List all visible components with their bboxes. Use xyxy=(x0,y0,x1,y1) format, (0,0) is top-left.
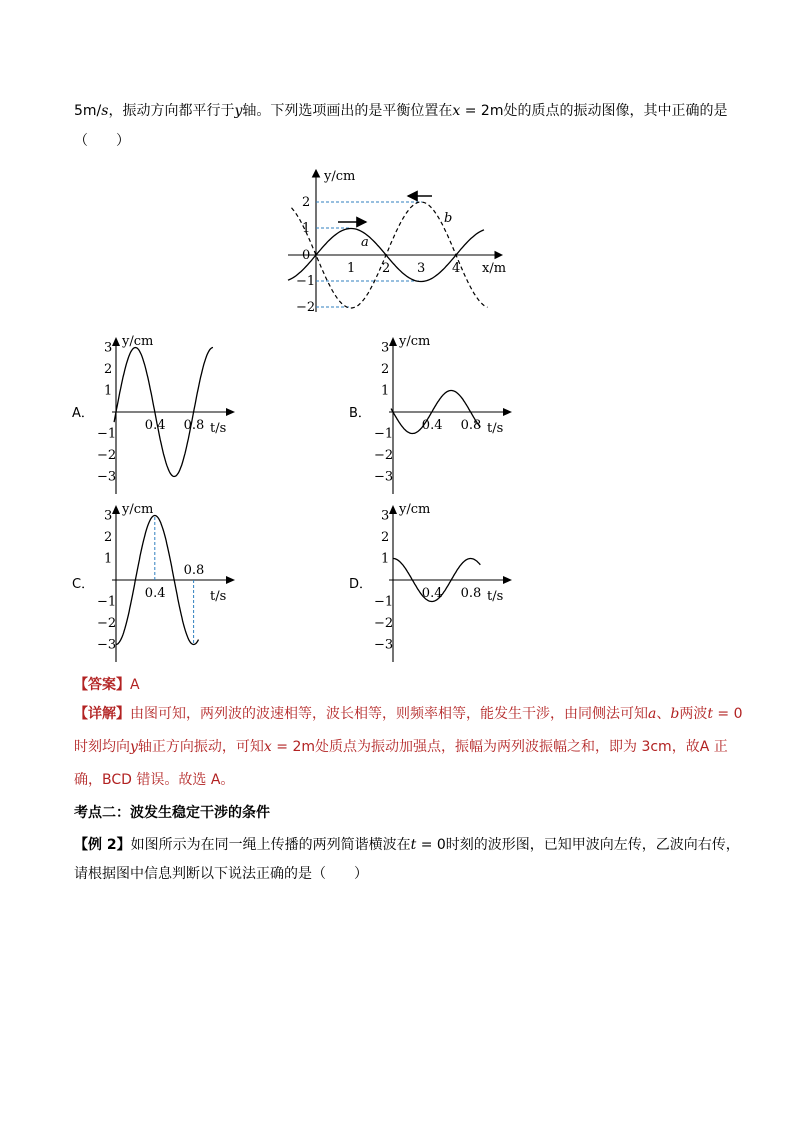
x-tick: 2 xyxy=(382,261,391,276)
y-tick: 2 xyxy=(381,362,390,377)
option-c-graph xyxy=(97,500,250,665)
y-tick: 3 xyxy=(381,508,390,524)
option-c xyxy=(70,500,230,665)
t-tick: 0.4 xyxy=(421,586,443,601)
option-b-graph xyxy=(374,332,527,497)
y-tick: −2 xyxy=(97,616,117,631)
y-tick: 2 xyxy=(104,362,113,377)
y-axis-arrow-icon xyxy=(112,337,120,346)
t-axis-label: t/s xyxy=(487,589,504,604)
wave-a-label: a xyxy=(361,235,369,250)
option-a-graph xyxy=(97,332,250,497)
t-axis-arrow-icon xyxy=(503,408,512,416)
t-axis-arrow-icon xyxy=(503,576,512,584)
y-tick: 1 xyxy=(104,383,113,399)
example2-line-1: 【例 2】如图所示为在同一绳上传播的两列简谐横波在t = 0时刻的波形图，已知甲波向左传，乙波向右传， xyxy=(74,837,740,853)
x-tick: 4 xyxy=(452,261,461,276)
y-axis-arrow-icon xyxy=(389,505,397,514)
detail-line-1: 【详解】由图可知，两列波的波速相等，波长相等，则频率相等，能发生干涉，由同侧法可知a、b两波t = 0 xyxy=(74,706,743,722)
option-b xyxy=(347,332,507,497)
option-a xyxy=(70,332,230,497)
t-tick: 0.8 xyxy=(460,586,482,601)
y-tick: −2 xyxy=(374,616,394,631)
y-axis-label: y/cm xyxy=(399,334,431,349)
y-tick: 3 xyxy=(104,340,113,356)
y-axis-label: y/cm xyxy=(122,334,154,349)
option-letter: A． xyxy=(72,406,94,421)
t-axis-label: t/s xyxy=(487,421,504,436)
y-tick: 1 xyxy=(381,383,390,399)
t-tick: 0.4 xyxy=(144,586,166,601)
t-axis-arrow-icon xyxy=(226,408,235,416)
y-tick: 3 xyxy=(104,508,113,524)
t-tick: 0.8 xyxy=(183,418,205,433)
y-tick: −2 xyxy=(374,448,394,463)
section-title: 考点二：波发生稳定干涉的条件 xyxy=(74,805,270,821)
y-axis-label: y/cm xyxy=(399,502,431,517)
option-letter: D． xyxy=(349,577,373,592)
x-tick: 1 xyxy=(347,261,356,276)
t-tick: 0.4 xyxy=(144,418,166,433)
y-tick: −1 xyxy=(97,426,117,442)
question-line-1: 5m/s，振动方向都平行于y轴。下列选项画出的是平衡位置在x = 2m处的质点的振动图像，其中正确的是 xyxy=(74,103,728,119)
y-tick: −1 xyxy=(374,594,394,610)
option-letter: B． xyxy=(349,406,371,421)
y-axis-arrow-icon xyxy=(389,337,397,346)
t-axis-label: t/s xyxy=(210,421,227,436)
y-tick: −3 xyxy=(97,469,117,485)
t-tick: 0.4 xyxy=(421,418,443,433)
y-tick: 1 xyxy=(381,551,390,567)
wave-b-label: b xyxy=(444,211,453,226)
t-axis-label: t/s xyxy=(210,589,227,604)
y-tick: 1 xyxy=(302,221,311,236)
y-tick: −1 xyxy=(296,274,316,289)
y-tick: 0 xyxy=(302,248,311,263)
y-tick: −3 xyxy=(374,637,394,653)
option-letter: C． xyxy=(72,577,95,592)
y-axis-label: y/cm xyxy=(324,169,356,184)
answer-line: 【答案】A xyxy=(74,677,140,693)
question-line-2: （ ） xyxy=(74,133,130,149)
t-tick: 0.8 xyxy=(183,563,205,578)
y-axis-label: y/cm xyxy=(122,502,154,517)
detail-line-2: 时刻均向y轴正方向振动，可知x = 2m处质点为振动加强点，振幅为两列波振幅之和，即为 3cm，故A 正 xyxy=(74,739,728,755)
x-axis-label: x/m xyxy=(482,261,507,276)
option-d xyxy=(347,500,507,665)
x-tick: 3 xyxy=(417,261,426,276)
example2-line-2: 请根据图中信息判断以下说法正确的是（ ） xyxy=(74,866,368,882)
y-tick: 2 xyxy=(104,530,113,545)
y-tick: 3 xyxy=(381,340,390,356)
t-tick: 0.8 xyxy=(460,418,482,433)
y-tick: −1 xyxy=(97,594,117,610)
y-axis-arrow-icon xyxy=(112,505,120,514)
detail-line-3: 确，BCD 错误。故选 A。 xyxy=(74,772,235,788)
y-tick: −3 xyxy=(97,637,117,653)
option-d-graph xyxy=(374,500,527,665)
y-tick: −2 xyxy=(97,448,117,463)
main-wave-figure xyxy=(280,160,520,320)
y-tick: 2 xyxy=(381,530,390,545)
y-tick: −1 xyxy=(374,426,394,442)
y-tick: −3 xyxy=(374,469,394,485)
t-axis-arrow-icon xyxy=(226,576,235,584)
y-tick: 1 xyxy=(104,551,113,567)
y-tick: −2 xyxy=(296,300,316,315)
y-tick: 2 xyxy=(302,195,311,210)
